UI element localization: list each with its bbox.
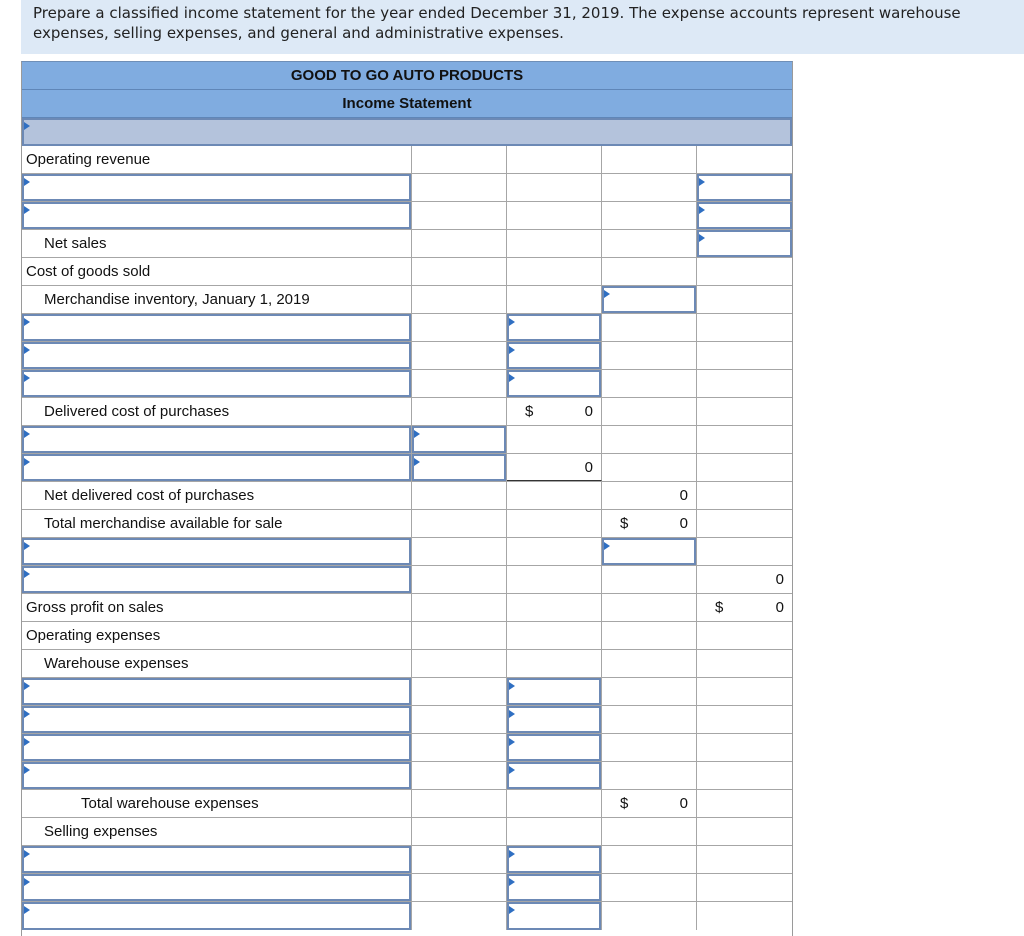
dropdown-arrow-icon [24,458,30,466]
amount-input[interactable] [507,678,601,705]
dropdown-arrow-icon [699,234,705,242]
dropdown-arrow-icon [24,570,30,578]
table-row [22,146,792,174]
currency-symbol: $ [620,515,629,532]
dropdown-arrow-icon [24,878,30,886]
dropdown-arrow-icon [509,346,515,354]
table-row [22,258,792,286]
account-select[interactable] [22,202,411,229]
table-row [22,902,792,930]
amount-input[interactable] [697,202,792,229]
total-warehouse-value: 0 [679,795,688,812]
table-row [22,174,792,202]
table-row [22,846,792,874]
currency-symbol: $ [620,795,629,812]
net-delivered-value: 0 [679,487,688,504]
dropdown-arrow-icon [509,710,515,718]
amount-input[interactable] [412,454,506,481]
account-select[interactable] [22,874,411,901]
dropdown-arrow-icon [414,458,420,466]
account-select[interactable] [22,706,411,733]
account-select[interactable] [22,846,411,873]
account-select[interactable] [22,174,411,201]
operating-expenses-label: Operating expenses [26,627,161,644]
warehouse-expenses-label: Warehouse expenses [44,655,189,672]
net-sales-input[interactable] [697,230,792,257]
table-row [22,398,792,426]
merch-inventory-label: Merchandise inventory, January 1, 2019 [44,291,310,308]
account-select[interactable] [22,454,411,481]
dropdown-arrow-icon [24,374,30,382]
account-select[interactable] [22,902,411,930]
dropdown-arrow-icon [414,430,420,438]
table-row [22,734,792,762]
account-select[interactable] [22,678,411,705]
amount-input[interactable] [507,902,601,930]
dropdown-arrow-icon [509,682,515,690]
dropdown-arrow-icon [509,878,515,886]
cogs-label: Cost of goods sold [26,263,151,280]
company-name: GOOD TO GO AUTO PRODUCTS [22,62,792,90]
account-select[interactable] [22,566,411,593]
gross-profit-value: 0 [775,599,784,616]
dropdown-arrow-icon [24,682,30,690]
dropdown-arrow-icon [24,850,30,858]
account-select[interactable] [22,342,411,369]
amount-input[interactable] [507,874,601,901]
delivered-cost-label: Delivered cost of purchases [44,403,230,420]
dropdown-arrow-icon [24,906,30,914]
amount-input[interactable] [507,706,601,733]
dropdown-arrow-icon [24,346,30,354]
table-row [22,790,792,818]
account-select[interactable] [22,734,411,761]
operating-revenue-label: Operating revenue [26,151,151,168]
amount-input[interactable] [507,314,601,341]
table-row [22,706,792,734]
table-row [22,286,792,314]
net-delivered-label: Net delivered cost of purchases [44,487,255,504]
dropdown-arrow-icon [24,122,30,130]
amount-input[interactable] [507,762,601,789]
delivered-cost-value: 0 [584,403,593,420]
table-row [22,566,792,594]
income-statement-worksheet [21,61,793,936]
table-row [22,510,792,538]
dropdown-arrow-icon [604,542,610,550]
gross-profit-label: Gross profit on sales [26,599,164,616]
table-row [22,314,792,342]
amount-input[interactable] [507,342,601,369]
period-dropdown[interactable] [22,118,792,146]
total-merch-value: 0 [679,515,688,532]
table-row [22,678,792,706]
table-row [22,426,792,454]
account-select[interactable] [22,426,411,453]
table-row [22,762,792,790]
dropdown-arrow-icon [24,206,30,214]
table-row [22,454,792,482]
table-row [22,538,792,566]
amount-input[interactable] [602,538,696,565]
table-row [22,594,792,622]
purchases-subtotal-value: 0 [584,459,593,476]
selling-expenses-label: Selling expenses [44,823,158,840]
table-row [22,818,792,846]
table-row [22,482,792,510]
currency-symbol: $ [525,403,534,420]
statement-title: Income Statement [22,90,792,118]
dropdown-arrow-icon [699,206,705,214]
account-select[interactable] [22,370,411,397]
table-row [22,622,792,650]
dropdown-arrow-icon [24,318,30,326]
dropdown-arrow-icon [24,766,30,774]
table-row [22,230,792,258]
account-select[interactable] [22,538,411,565]
table-row [22,342,792,370]
dropdown-arrow-icon [509,850,515,858]
dropdown-arrow-icon [24,710,30,718]
amount-input[interactable] [507,734,601,761]
account-select[interactable] [22,762,411,789]
dropdown-arrow-icon [509,906,515,914]
dropdown-arrow-icon [509,374,515,382]
net-sales-label: Net sales [44,235,107,252]
total-merch-label: Total merchandise available for sale [44,515,283,532]
dropdown-arrow-icon [24,542,30,550]
instructions-text: Prepare a classified income statement for the year ended December 31, 2019. The expense accounts represent warehouse expenses, selling expenses, and general and administrative expenses. [33,4,961,42]
cogs-value: 0 [775,571,784,588]
amount-input[interactable] [507,846,601,873]
dropdown-arrow-icon [24,430,30,438]
instructions-banner [21,0,1024,54]
dropdown-arrow-icon [24,178,30,186]
amount-input[interactable] [412,426,506,453]
table-row [22,202,792,230]
table-row [22,874,792,902]
total-warehouse-label: Total warehouse expenses [81,795,259,812]
table-row [22,650,792,678]
dropdown-arrow-icon [699,178,705,186]
amount-input[interactable] [697,174,792,201]
currency-symbol: $ [715,599,724,616]
dropdown-arrow-icon [509,318,515,326]
dropdown-arrow-icon [509,738,515,746]
dropdown-arrow-icon [604,290,610,298]
amount-input[interactable] [507,370,601,397]
account-select[interactable] [22,314,411,341]
dropdown-arrow-icon [509,766,515,774]
dropdown-arrow-icon [24,738,30,746]
table-row [22,370,792,398]
merch-inventory-input[interactable] [602,286,696,313]
